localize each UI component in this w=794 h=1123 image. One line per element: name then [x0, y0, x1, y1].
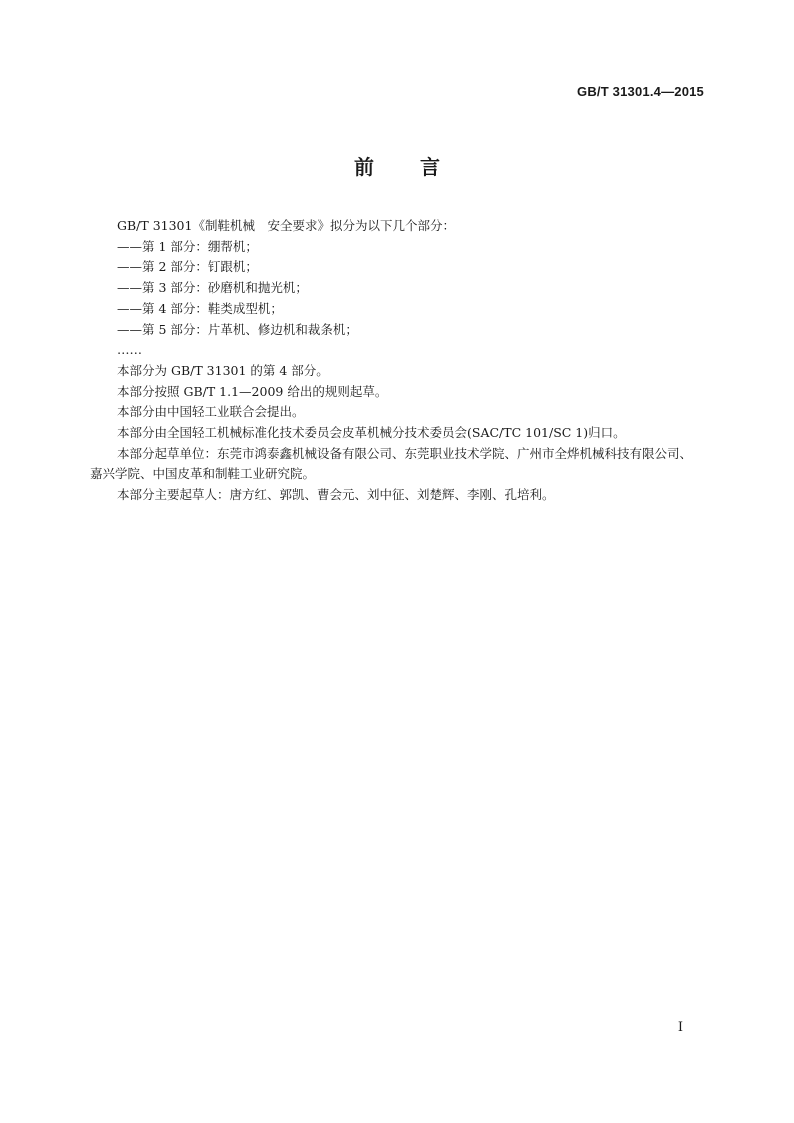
page-title: 前言	[354, 155, 486, 179]
foreword-body	[90, 216, 704, 506]
page-number: I	[677, 1020, 683, 1035]
list-item: ——第 3 部分：砂磨机和抛光机；	[117, 280, 308, 296]
paragraph-drafting-rules: 本部分按照 GB/T 1.1—2009 给出的规则起草。	[117, 383, 388, 399]
standard-number: GB/T 31301.4—2015	[577, 84, 704, 99]
paragraph-drafters: 本部分主要起草人：唐方红、郭凯、曹会元、刘中征、刘楚辉、李刚、孔培利。	[117, 487, 555, 503]
list-item: ——第 4 部分：鞋类成型机；	[117, 300, 283, 316]
paragraph-proposer: 本部分由中国轻工业联合会提出。	[117, 404, 305, 420]
list-item: ——第 1 部分：绷帮机；	[117, 238, 258, 254]
intro-paragraph: GB/T 31301《制鞋机械 安全要求》拟分为以下几个部分：	[117, 218, 455, 233]
paragraph-drafting-units: 本部分起草单位：东莞市鸿泰鑫机械设备有限公司、东莞职业技术学院、广州市全烨机械科技有限公司、嘉兴学院、中国皮革和制鞋工业研究院。	[90, 445, 693, 482]
paragraph-administration: 本部分由全国轻工机械标准化技术委员会皮革机械分技术委员会(SAC/TC 101/SC 1)归口。	[117, 425, 626, 441]
list-item: ——第 5 部分：片革机、修边机和裁条机；	[117, 321, 358, 337]
list-item-ellipsis: ……	[117, 342, 142, 358]
list-item: ——第 2 部分：钉跟机；	[117, 259, 258, 275]
parts-list	[90, 237, 704, 361]
paragraph-part-number: 本部分为 GB/T 31301 的第 4 部分。	[117, 362, 329, 378]
